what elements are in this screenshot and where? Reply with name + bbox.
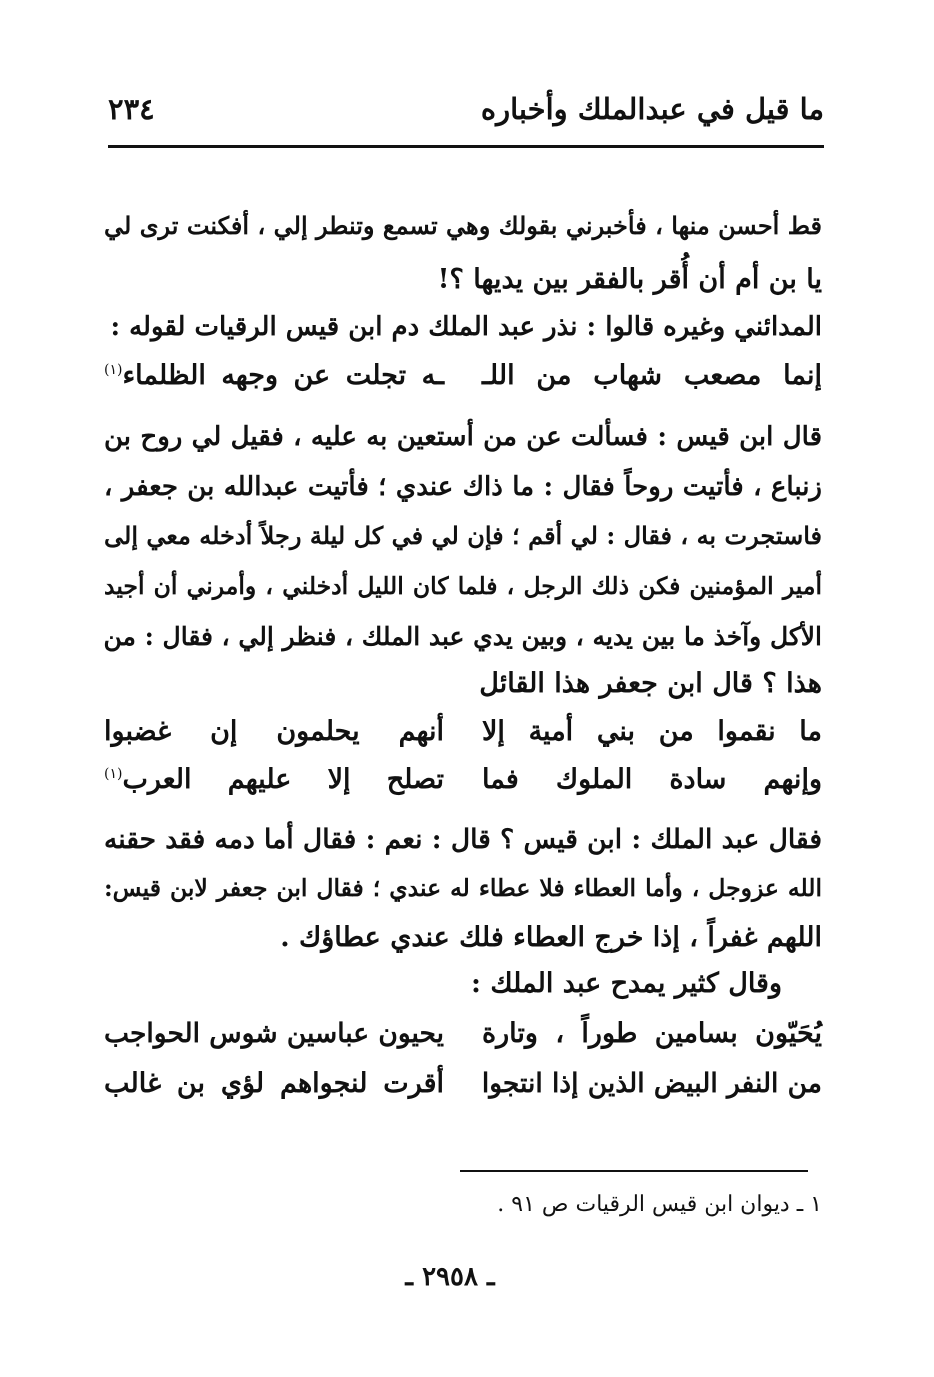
verse-hemistich-right: يُحَيّون بسامين طوراً ، وتارة [482, 1018, 822, 1049]
verse-hemistich-right: ما نقموا من بني أمية إلا [482, 716, 822, 747]
text-line: المدائني وغيره قالوا : نذر عبد الملك دم ابن قيس الرقيات لقوله : [110, 312, 822, 342]
verse-hemistich-left [104, 360, 444, 391]
page-footer-number: ـ ٢٩٥٨ ـ [405, 1262, 495, 1292]
text-line: قال ابن قيس : فسألت عن من أستعين به عليه ، فقيل لي روح بن [104, 422, 822, 452]
text-line: فاستجرت به ، فقال : لي أقم ؛ فإن لي في كل ليلة رجلاً أدخله معي إلى [104, 521, 822, 550]
text-line: زنباع ، فأتيت روحاً فقال : ما ذاك عندي ؛ فأتيت عبدالله بن جعفر ، [104, 472, 822, 502]
verse-line [104, 360, 822, 400]
text-line: قط أحسن منها ، فأخبرني بقولك وهي تسمع وتنطر إلي ، أفكنت ترى لي [104, 211, 822, 240]
footnote-marker: (١) [104, 362, 123, 378]
verse-hemistich-left: أنهم يحلمون إن غضبوا [104, 716, 444, 747]
footnote-marker: (١) [104, 766, 123, 782]
text-line: اللهم غفراً ، إذا خرج العطاء فلك عندي عطاؤك . [280, 922, 822, 953]
verse-line [104, 1018, 822, 1058]
header-title: ما قيل في عبدالملك وأخباره [480, 92, 824, 126]
text-line: الله عزوجل ، وأما العطاء فلا عطاء له عندي ؛ فقال ابن جعفر لابن قيس: [104, 874, 822, 902]
verse-hemistich-left-text: تصلح إلا عليهم العرب [122, 764, 444, 795]
verse-hemistich-left: يحيون عباسين شوس الحواجب [104, 1018, 444, 1049]
header-divider [108, 145, 824, 148]
text-line: يا بن أم أن أُقر بالفقر بين يديها ؟! [437, 264, 822, 295]
verse-line [104, 1068, 822, 1108]
running-header [108, 92, 824, 136]
verse-hemistich-right: إنما مصعب شهاب من اللـ [482, 360, 822, 391]
verse-hemistich-right: من النفر البيض الذين إذا انتجوا [481, 1068, 822, 1099]
text-line: أمير المؤمنين فكن ذلك الرجل ، فلما كان الليل أدخلني ، وأمرني أن أجيد [104, 572, 822, 600]
verse-line [104, 716, 822, 756]
footnote: ١ ـ ديوان ابن قيس الرقيات ص ٩١ . [497, 1192, 822, 1217]
verse-hemistich-right: وإنهم سادة الملوك فما [482, 764, 822, 795]
text-line: وقال كثير يمدح عبد الملك : [471, 968, 782, 999]
verse-hemistich-left [104, 764, 444, 795]
header-page-number: ٢٣٤ [108, 92, 155, 126]
text-line: فقال عبد الملك : ابن قيس ؟ قال : نعم : فقال أما دمه فقد حقنه [104, 824, 822, 855]
verse-hemistich-left-text: ـه تجلت عن وجهه الظلماء [122, 360, 444, 391]
text-line: هذا ؟ قال ابن جعفر هذا القائل [479, 668, 822, 699]
text-line: الأكل وآخذ ما بين يديه ، وبين يدي عبد الملك ، فنظر إلي ، فقال : من [103, 622, 822, 651]
verse-line [104, 764, 822, 804]
verse-hemistich-left: أقرت لنجواهم لؤي بن غالب [104, 1068, 444, 1099]
footnote-divider [460, 1170, 808, 1172]
